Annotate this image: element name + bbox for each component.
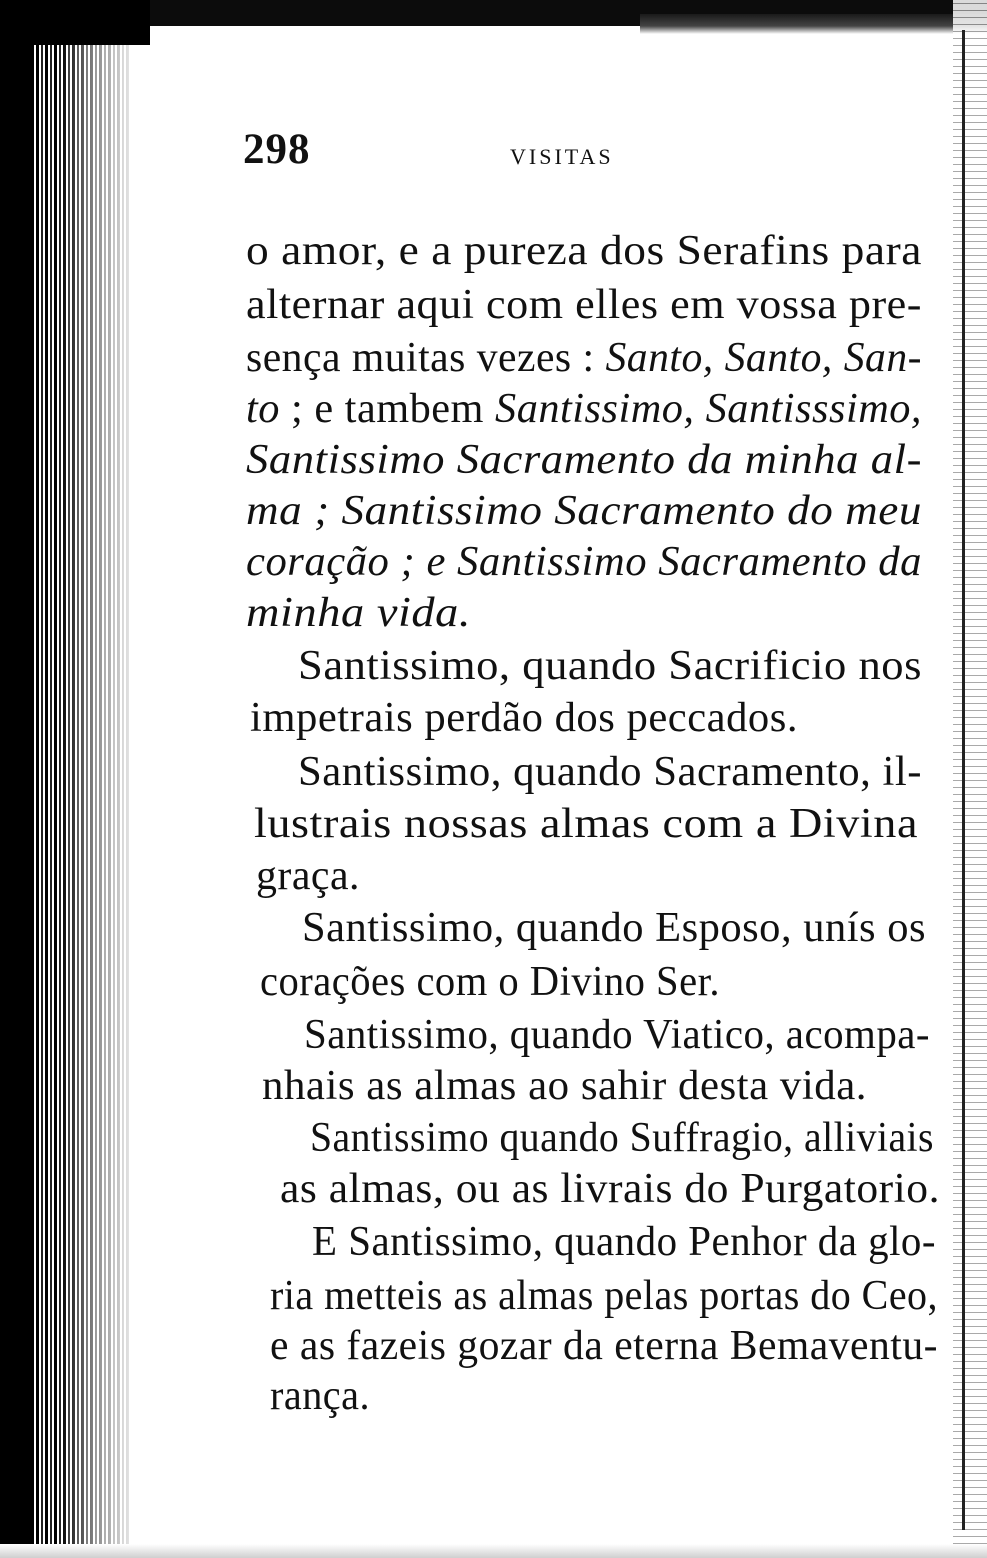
text-line xyxy=(246,490,922,532)
text-line xyxy=(298,751,922,793)
text-line xyxy=(246,230,922,272)
text-line xyxy=(270,1275,938,1317)
roman-text: as almas, ou as livrais do Purgatorio. xyxy=(280,1166,940,1212)
text-line xyxy=(270,1325,938,1367)
roman-text: alternar aqui com elles em vossa pre- xyxy=(246,282,922,328)
top-left-scan-corner xyxy=(0,0,150,45)
text-line xyxy=(246,284,922,326)
gutter-fade xyxy=(60,0,140,1558)
text-line xyxy=(310,1117,934,1159)
text-line xyxy=(246,592,471,634)
roman-text: e as fazeis gozar da eterna Bemaventu- xyxy=(270,1323,938,1369)
italic-text: Santissimo, Santisssimo, xyxy=(495,386,922,432)
roman-text: nhais as almas ao sahir desta vida. xyxy=(262,1063,867,1109)
roman-text: Santissimo, quando Viatico, acompa- xyxy=(304,1012,930,1058)
italic-text: coração ; e Santissimo Sacramento da xyxy=(246,539,923,585)
roman-text: lustrais nossas almas com a Divina xyxy=(254,801,918,847)
roman-text: E Santissimo, quando Penhor da glo- xyxy=(312,1219,936,1265)
text-line xyxy=(246,337,922,379)
italic-text: minha vida. xyxy=(246,590,471,636)
roman-text: rança. xyxy=(270,1373,370,1419)
text-line xyxy=(250,697,798,739)
roman-text: graça. xyxy=(256,853,360,899)
roman-text: ; e tambem xyxy=(279,386,496,432)
text-line xyxy=(304,1014,930,1056)
roman-text: ria metteis as almas pelas portas do Ceo, xyxy=(270,1273,938,1319)
italic-text: Santo, Santo, San- xyxy=(605,335,922,381)
text-line xyxy=(260,961,720,1003)
text-line xyxy=(280,1168,940,1210)
text-line xyxy=(246,541,922,583)
roman-text: sença muitas vezes : xyxy=(246,335,606,381)
running-head: VISITAS xyxy=(510,144,614,169)
text-line xyxy=(254,803,918,845)
text-line xyxy=(256,855,360,897)
roman-text: impetrais perdão dos peccados. xyxy=(250,695,798,741)
roman-text: Santissimo, quando Esposo, unís os xyxy=(302,905,927,951)
bottom-scan-edge xyxy=(0,1544,987,1558)
roman-text: Santissimo, quando Sacramento, il- xyxy=(298,749,922,795)
right-page-edge xyxy=(953,0,987,1558)
page-number: 298 xyxy=(243,126,311,173)
italic-text: ma ; Santissimo Sacramento do meu xyxy=(246,488,922,534)
book-spine-shadow xyxy=(0,0,34,1558)
right-page-edge-line xyxy=(962,30,965,1530)
top-scan-edge-shade xyxy=(640,14,987,34)
text-line xyxy=(270,1375,370,1417)
italic-text: to xyxy=(246,386,280,432)
text-line xyxy=(302,907,926,949)
text-line xyxy=(246,388,922,430)
italic-text: Santissimo Sacramento da minha al- xyxy=(246,437,922,483)
roman-text: Santissimo, quando Sacrificio nos xyxy=(298,643,922,689)
text-line xyxy=(298,645,922,687)
text-line xyxy=(246,439,922,481)
text-line xyxy=(262,1065,867,1107)
roman-text: o amor, e a pureza dos Serafins para xyxy=(246,228,922,274)
roman-text: Santissimo quando Suffragio, alliviais xyxy=(310,1115,934,1161)
text-line xyxy=(312,1221,936,1263)
roman-text: corações com o Divino Ser. xyxy=(260,959,720,1005)
